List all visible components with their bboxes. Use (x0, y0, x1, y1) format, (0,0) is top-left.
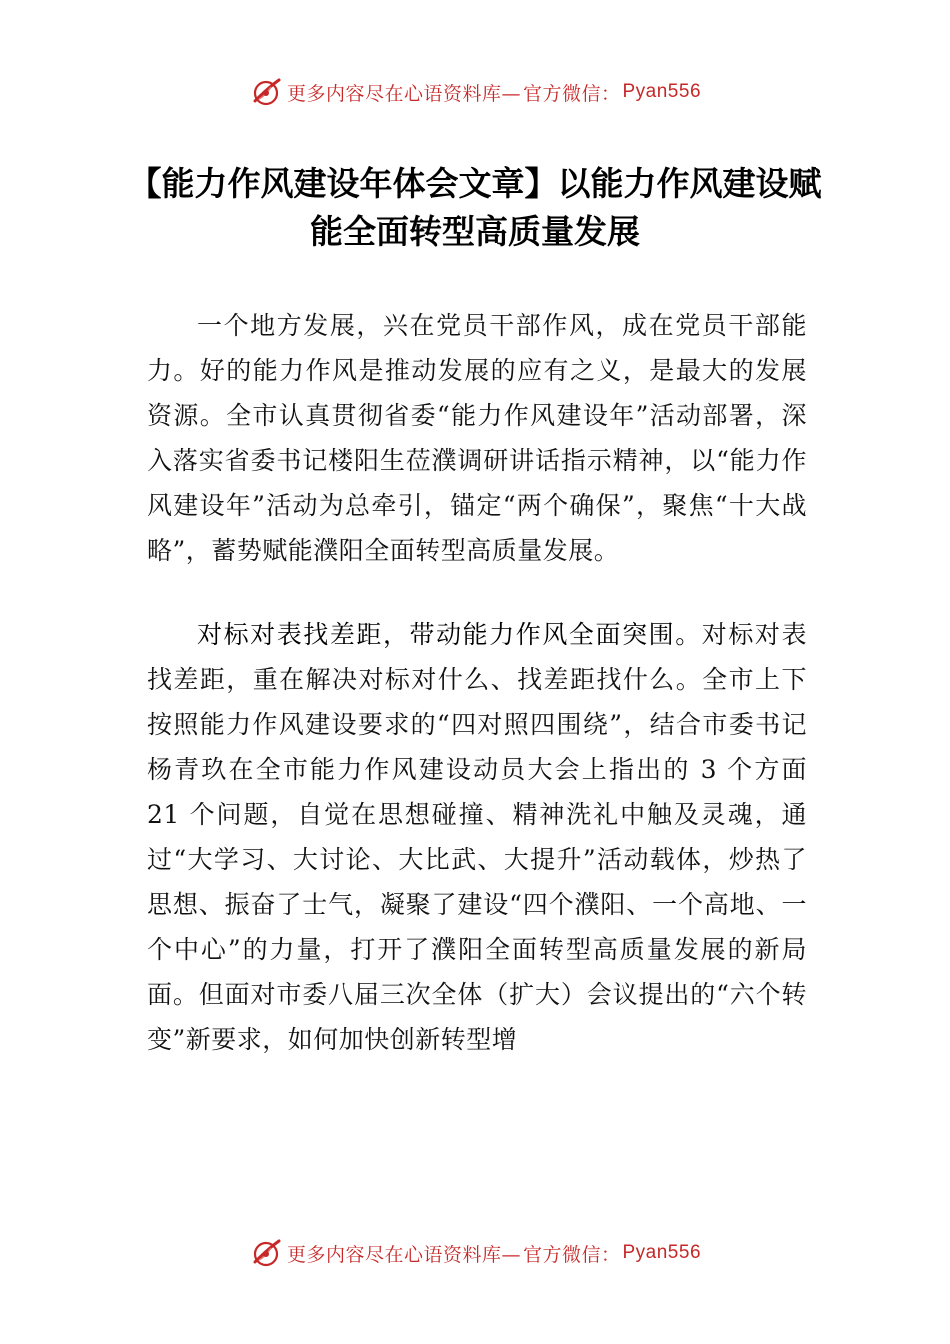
watermark-wechat-id: Pyan556 (622, 1242, 702, 1263)
watermark-wechat-label: 官方微信： (522, 1243, 621, 1266)
watermark-main-text: 更多内容尽在心语资料库— (286, 1243, 521, 1266)
paragraph-2-body: 对标对表找差距，重在解决对标对什么、找差距找什么。全市上下按照能力作风建设要求的“四对照四围绕”，结合市委书记杨青玖在全市能力作风建设动员大会上指出的 3 个方面 21 个问题，自觉在思想碰撞、精神洗礼中触及灵魂，通过“大学习、大讨论、大比武、大提升”活动载体，炒热了思想、振奋了士气，凝聚了建设“四个濮阳、一个高地、一个中心”的力量，打开了濮阳全面转型高质量发展的新局面。但面对市委八届三次全体（扩大）会议提出的“六个转变”新要求，如何加快创新转型增 (147, 620, 807, 1054)
document-title: 【能力作风建设年体会文章】以能力作风建设赋能全面转型高质量发展 (128, 164, 822, 251)
paragraph-2-lead: 对标对表找差距，带动能力作风全面突围。 (197, 620, 702, 649)
brush-logo-icon (249, 75, 283, 109)
paragraph-1: 一个地方发展，兴在党员干部作风，成在党员干部能力。好的能力作风是推动发展的应有之义，是最大的发展资源。全市认真贯彻省委“能力作风建设年”活动部署，深入落实省委书记楼阳生莅濮调研讲话指示精神，以“能力作风建设年”活动为总牵引，锚定“两个确保”，聚焦“十大战略”，蓄势赋能濮阳全面转型高质量发展。 (147, 311, 807, 565)
brush-logo-icon (249, 1236, 283, 1270)
header-watermark (0, 72, 950, 112)
footer-watermark (0, 1233, 950, 1273)
watermark-wechat-id: Pyan556 (622, 81, 702, 102)
watermark-main-text: 更多内容尽在心语资料库— (286, 82, 521, 105)
watermark-wechat-label: 官方微信： (522, 82, 621, 105)
paragraph-2 (147, 612, 807, 1062)
